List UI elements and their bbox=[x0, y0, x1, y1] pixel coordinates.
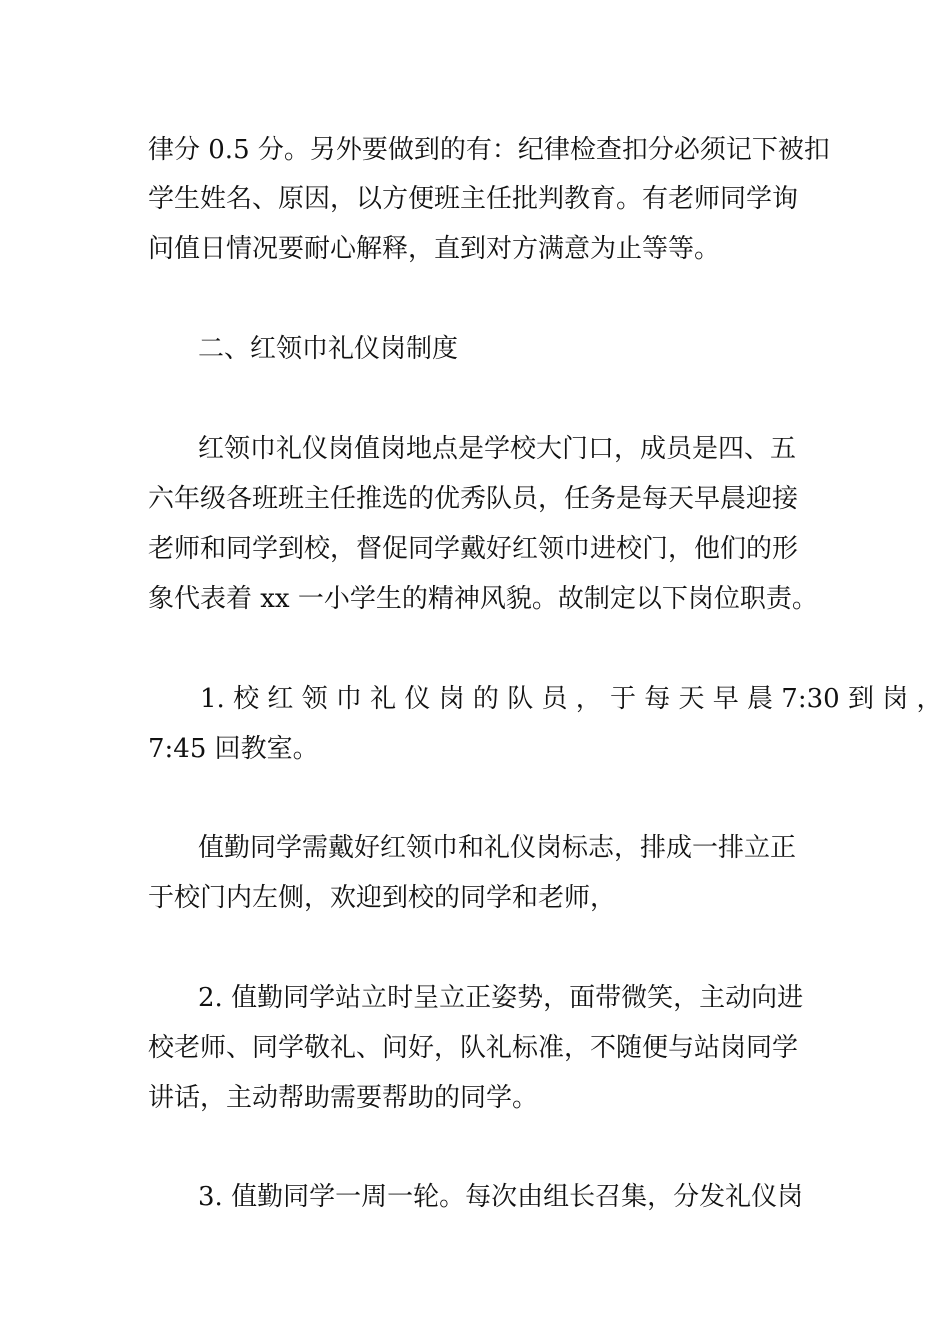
para1-line1: 律分 0.5 分。另外要做到的有：纪律检查扣分必须记下被扣 bbox=[148, 135, 830, 165]
item2-line1: 2. 值勤同学站立时呈立正姿势，面带微笑，主动向进 bbox=[198, 983, 804, 1013]
para2-line1: 红领巾礼仪岗值岗地点是学校大门口，成员是四、五 bbox=[198, 434, 797, 464]
para3-line2: 于校门内左侧，欢迎到校的同学和老师， bbox=[148, 883, 617, 913]
para1-line3: 问值日情况要耐心解释，直到对方满意为止等等。 bbox=[148, 234, 721, 264]
para2-line3: 老师和同学到校，督促同学戴好红领巾进校门，他们的形 bbox=[148, 534, 799, 564]
item1-line2: 7:45 回教室。 bbox=[148, 734, 319, 764]
para1-line2: 学生姓名、原因，以方便班主任批判教育。有老师同学询 bbox=[148, 184, 799, 214]
item1-line1: 1. 校 红 领 巾 礼 仪 岗 的 队 员 ， 于 每 天 早 晨 7:30 到 岗 ， bbox=[200, 684, 943, 714]
section-heading: 二、红领巾礼仪岗制度 bbox=[198, 334, 459, 364]
para3-line1: 值勤同学需戴好红领巾和礼仪岗标志，排成一排立正 bbox=[198, 833, 797, 863]
item3-line1: 3. 值勤同学一周一轮。每次由组长召集，分发礼仪岗 bbox=[198, 1182, 804, 1212]
item2-line3: 讲话，主动帮助需要帮助的同学。 bbox=[148, 1083, 539, 1113]
item2-line2: 校老师、同学敬礼、问好，队礼标准，不随便与站岗同学 bbox=[148, 1033, 799, 1063]
para2-line2: 六年级各班班主任推选的优秀队员，任务是每天早晨迎接 bbox=[148, 484, 799, 514]
para2-line4: 象代表着 xx 一小学生的精神风貌。故制定以下岗位职责。 bbox=[148, 584, 818, 614]
